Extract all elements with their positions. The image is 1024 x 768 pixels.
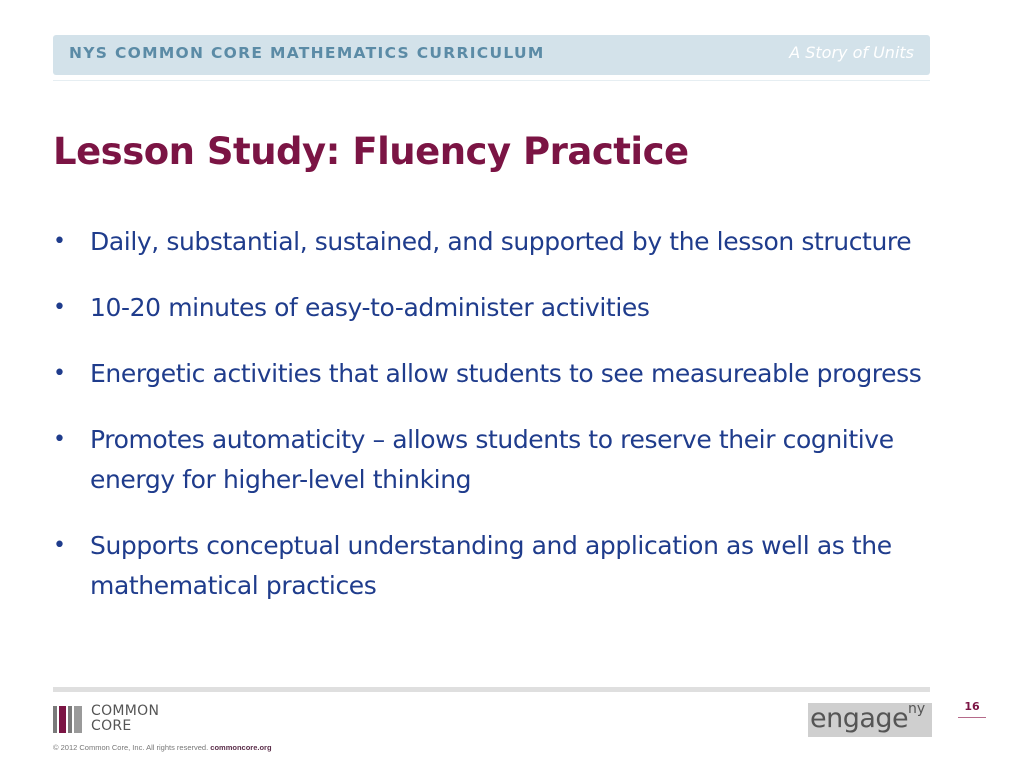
engage-superscript: ny xyxy=(908,701,926,717)
header-bar xyxy=(53,35,930,75)
bullet-item xyxy=(53,222,953,262)
common-core-wordmark: COMMON CORE xyxy=(91,703,160,734)
bullet-text: Daily, substantial, sustained, and supported by the lesson structure xyxy=(90,227,912,256)
common-core-bars-icon xyxy=(53,706,85,733)
header-divider xyxy=(53,80,930,81)
copyright-notice: © 2012 Common Core, Inc. All rights reserved. commoncore.org xyxy=(53,743,272,752)
bullet-item xyxy=(53,526,953,606)
bullet-list xyxy=(53,222,953,632)
bullet-item xyxy=(53,288,953,328)
bullet-text: 10-20 minutes of easy-to-administer activities xyxy=(90,293,650,322)
bullet-dot-icon: • xyxy=(53,533,66,558)
engage-ny-logo xyxy=(808,703,932,737)
bullet-text: Supports conceptual understanding and application as well as the mathematical practices xyxy=(90,531,892,600)
bullet-item xyxy=(53,420,953,500)
page-number-underline xyxy=(958,717,986,718)
bullet-text: Energetic activities that allow students to see measureable progress xyxy=(90,359,922,388)
bullet-item xyxy=(53,354,953,394)
engage-wordmark: engage xyxy=(810,703,909,734)
copyright-link[interactable]: commoncore.org xyxy=(210,743,272,752)
bullet-dot-icon: • xyxy=(53,229,66,254)
bullet-text: Promotes automaticity – allows students to reserve their cognitive energy for higher-level thinking xyxy=(90,425,894,494)
common-core-logo xyxy=(53,703,193,738)
bullet-dot-icon: • xyxy=(53,295,66,320)
slide-title: Lesson Study: Fluency Practice xyxy=(53,130,689,173)
curriculum-title: NYS COMMON CORE MATHEMATICS CURRICULUM xyxy=(69,44,545,62)
page-number: 16 xyxy=(964,700,980,713)
bullet-dot-icon: • xyxy=(53,361,66,386)
series-title: A Story of Units xyxy=(789,43,914,62)
footer-divider xyxy=(53,687,930,692)
bullet-dot-icon: • xyxy=(53,427,66,452)
